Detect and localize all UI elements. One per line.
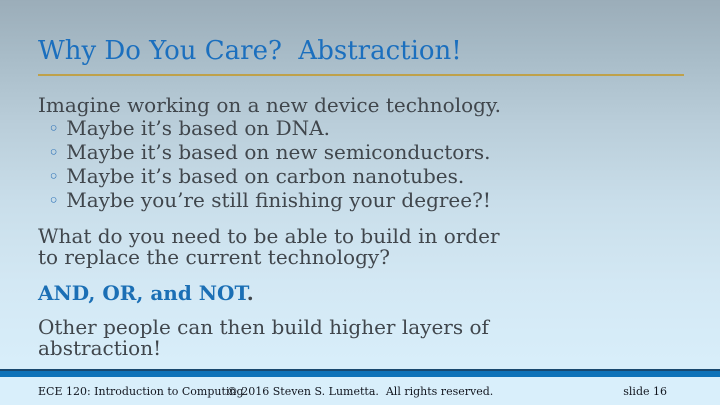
answer-bold-text: AND, OR, and NOT (38, 281, 247, 305)
footer (0, 377, 720, 405)
closing-paragraph (38, 317, 688, 359)
closing-line-2: abstraction! (38, 336, 162, 360)
question-line-1: What do you need to be able to build in order (38, 224, 500, 248)
title-underline (38, 74, 684, 76)
bullet-item (48, 189, 688, 213)
footer-accent-bar (0, 369, 720, 377)
question-line-2: to replace the current technology? (38, 245, 390, 269)
page-title: Why Do You Care? Abstraction! (38, 36, 462, 66)
bullet-text: Maybe you’re still finishing your degree?! (66, 188, 491, 212)
intro-line: Imagine working on a new device technology. (38, 93, 501, 117)
bullet-item (48, 141, 688, 165)
body-text (38, 93, 688, 359)
bullet-text: Maybe it’s based on carbon nanotubes. (66, 164, 465, 188)
question-paragraph (38, 226, 688, 268)
bullet-item (48, 165, 688, 189)
footer-course: ECE 120: Introduction to Computing (38, 384, 244, 398)
bullet-text: Maybe it’s based on new semiconductors. (66, 140, 491, 164)
bullet-icon: ◦ (48, 118, 60, 140)
footer-copyright: © 2016 Steven S. Lumetta. All rights reserved. (226, 384, 494, 398)
bullet-list (48, 117, 688, 213)
footer-slide-number: slide 16 (623, 384, 667, 398)
bullet-item (48, 117, 688, 141)
bullet-icon: ◦ (48, 142, 60, 164)
bullet-icon: ◦ (48, 190, 60, 212)
bullet-text: Maybe it’s based on DNA. (66, 116, 330, 140)
answer-line (38, 282, 688, 305)
answer-period: . (246, 281, 254, 305)
bullet-icon: ◦ (48, 166, 60, 188)
closing-line-1: Other people can then build higher layers of (38, 315, 489, 339)
